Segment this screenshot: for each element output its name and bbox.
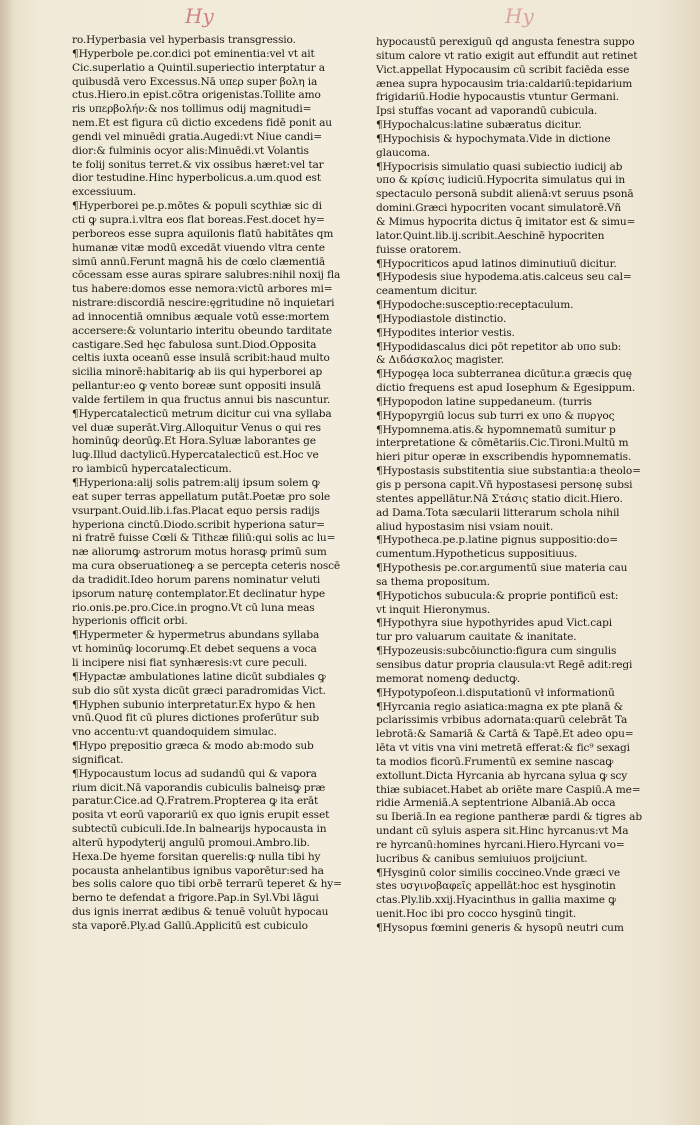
text-line: ma cura obseruationeꝙ a se percepta ceteris noscē (72, 560, 341, 573)
text-line: dior testudine.Hinc hyperbolicus.a.um.quod est (72, 172, 321, 185)
text-line: ridie Armeniā.A septentrione Albaniā.Ab occa (376, 797, 616, 810)
text-line: ænea supra hypocausim tria:caldariū:tepidarium (376, 77, 633, 90)
text-line: significat. (72, 753, 124, 766)
text-line: ¶Hyrcania regio asiatica:magna ex pte planā & (376, 700, 623, 713)
text-line: Vict.appellat Hypocausim cū scribit faciēda esse (376, 63, 630, 76)
text-line: vt hominūꝙ locorumꝙ.Et debet sequens a voca (72, 643, 317, 656)
text-line: lator.Quint.lib.ij.scribit.Aeschinē hypocriten (376, 229, 605, 242)
text-line: aliud hypostasim nisi vsiam nouit. (376, 520, 554, 533)
text-line: undant cū syluis aspera sit.Hinc hyrcanus:vt Ma (376, 825, 629, 838)
text-line: ¶Hypodoche:susceptio:receptaculum. (376, 299, 574, 312)
text-line: memorat nomenꝙ deductꝙ. (376, 672, 521, 685)
text-line: Hexa.De hyeme forsitan querelis:ꝙ nulla tibi hy (72, 850, 321, 863)
text-line: ¶Hypogęa loca subterranea dicūtur.a græcis quę (376, 368, 632, 381)
text-line: ¶Hypodiastole distinctio. (376, 312, 507, 325)
text-line: gendi vel minuēdi gratia.Augedi:vt Niue candi= (72, 130, 323, 143)
text-line: accersere:& voluntario interitu obeundo tarditate (72, 324, 332, 337)
text-line: ¶Hyphen subunio interpretatur.Ex hypo & hen (72, 698, 316, 711)
text-line: ¶Hypodites interior vestis. (376, 326, 515, 339)
text-line: posita vt eorū vaporariū ex quo ignis erupit esset (72, 809, 330, 822)
text-line: hyperiona cinctū.Diodo.scribit hyperiona satur= (72, 518, 325, 531)
text-line: ¶Hyperbole pe.cor.dici pot eminentia:vel vt ait (72, 47, 315, 60)
text-line: ¶Hysopus fœmini generis & hysopū neutri cum (376, 922, 624, 934)
text-line: ro iambicū hypercatalecticum. (72, 463, 232, 476)
text-line: ctus.Hiero.in epist.cōtra origenistas.Tollite amo (72, 89, 321, 102)
text-line: tur pro valuarum cauitate & inanitate. (376, 631, 577, 644)
text-line: & Mimus hypocrita dictus q̄ imitator est & simu= (376, 215, 636, 228)
text-line: simū annū.Ferunt magnā his de cœlo clæmentiā (72, 255, 325, 268)
text-line: vnū.Quod fit cū plures dictiones proferūtur sub (72, 712, 320, 725)
text-line: dictio frequens est apud Iosephum & Egesippum. (376, 382, 636, 395)
text-line: cti ꝙ supra.i.vltra eos flat boreas.Fest.docet hy= (72, 213, 325, 226)
text-line: castigare.Sed hęc fabulosa sunt.Diod.Opposita (72, 338, 317, 351)
text-line: gis p persona capit.Vñ hypostasesi personę subsi (376, 479, 633, 491)
text-line: ¶Hypocaustum locus ad sudandū qui & vapora (72, 767, 317, 780)
text-line: dior:& fulminis ocyor alis:Minuēdi.vt Volantis (72, 144, 309, 157)
text-line: alterū hypodyterij angulū promoui.Ambro.lib. (72, 836, 310, 849)
text-line: frigidariū.Hodie hypocaustis vtuntur Germani. (376, 91, 620, 104)
text-line: ipsorum naturę contemplator.Et declinatur hype (72, 587, 326, 600)
text-line: sicilia minorē:habitariꝙ ab iis qui hyperborei ap (72, 366, 323, 379)
text-line: nem.Et est figura cū dictio excedens fidē ponit au (72, 117, 332, 130)
text-line: Cic.superlatio a Quintil.superiectio interptatur a (72, 61, 325, 74)
text-line: ¶Hypothesis pe.cor.argumentū siue materia cau (376, 562, 628, 575)
text-line: stentes appellātur.Nā Στάσις statio dicit.Hiero. (376, 492, 623, 505)
text-line: berno te defendat a frigore.Pap.in Syl.Vbi lāgui (72, 892, 319, 905)
text-line: tus habere:domos esse nemora:victū arbores mi= (72, 283, 333, 296)
text-line: ¶Hypopyrgiū locus sub turri ex υπο & πυργος (376, 409, 615, 422)
text-line: spectaculo personā subdit alienā:vt seruus psonā (376, 188, 634, 201)
text-line: lēta vt vitis vna vini metretā efferat:& fic⁹ sexagi (376, 742, 630, 755)
text-line: domini.Græci hypocriten vocant simulatorē.Vñ (376, 202, 622, 215)
text-line: sa thema propositum. (376, 575, 490, 588)
text-line: cōcessam esse auras spirare salubres:nihil noxij fla (72, 269, 341, 282)
text-line: ta modios ficorū.Frumentū ex semine nascaꝙ (376, 755, 614, 768)
text-line: ctas.Ply.lib.xxij.Hyacinthus in gallia maxime ꝙ (376, 894, 616, 907)
text-line: pellantur:eo ꝙ vento boreæ sunt oppositi insulā (72, 380, 321, 393)
text-line: ¶Hypozeusis:subcōiunctio:figura cum singulis (376, 645, 617, 658)
text-line: paratur.Cice.ad Q.Fratrem.Propterea ꝙ ita erāt (72, 795, 319, 808)
text-line: hyperionis officit orbi. (72, 615, 188, 628)
text-line: ¶Hypo prępositio græca & modo ab:modo sub (72, 740, 314, 753)
text-line: ¶Hypermeter & hypermetrus abundans syllaba (72, 629, 320, 642)
text-line: pclarissimis vrbibus adornata:quarū celebrāt Ta (376, 714, 628, 727)
text-line: rio.onis.pe.pro.Cice.in progno.Vt cū luna meas (72, 601, 315, 614)
text-line: uenit.Hoc ibi pro cocco hysginū tingit. (376, 908, 577, 921)
text-line: ¶Hypactæ ambulationes latine dicūt subdiales ꝙ (72, 670, 326, 683)
text-line: ¶Hypotheca.pe.p.latine pignus suppositio:do= (376, 534, 618, 547)
text-line: næ aliorumꝙ astrorum motus horasꝙ primū sum (72, 546, 327, 559)
text-line: quibusdā vero Excessus.Nā υπερ super βολη ia (72, 75, 318, 88)
text-line: situm calore vt ratio exigit aut effundit aut retinet (376, 49, 638, 62)
text-line: hominūꝙ deorūꝙ.Et Hora.Syluæ laborantes ge (72, 435, 316, 448)
text-line: ad innocentiā omnibus æquale votū esse:mortem (72, 310, 330, 323)
text-line: bes solis calore quo tibi orbē terrarū teperet & hy= (72, 878, 342, 891)
text-line: celtis iuxta oceanū esse insulā scribit:haud multo (72, 352, 330, 365)
page-edge-shadow (0, 0, 14, 1125)
right-text-column (376, 36, 666, 936)
text-line: ¶Hypothyra siue hypothyrides apud Vict.capi (376, 617, 613, 630)
text-line: ¶Hypochisis & hypochymata.Vide in dictione (376, 132, 611, 145)
text-line: excessiuum. (72, 186, 137, 199)
text-line: hypocaustū perexiguū qd angusta fenestra suppo (376, 36, 635, 48)
text-line: eat super terras appellatum putāt.Poetæ pro sole (72, 490, 331, 503)
text-line: da tradidit.Ideo horum parens nominatur veluti (72, 573, 321, 586)
handwritten-annotation-right: Hy (505, 4, 534, 28)
text-line: vno accentu:vt quandoquidem simulac. (72, 726, 277, 739)
text-line: re hyrcanū:homines hyrcani.Hiero.Hyrcani vo= (376, 838, 625, 851)
text-line: Ipsi stuffas vocant ad vaporandū cubicula. (376, 105, 598, 118)
text-line: ¶Hypomnema.atis.& hypomnematū sumitur p (376, 423, 616, 436)
text-line: dus ignis inerrat ædibus & tenuē voluūt hypocau (72, 906, 329, 919)
text-line: sensibus datur propria clausula:vt Regē adit:regi (376, 658, 633, 671)
text-line: su Iberiā.In ea regione pantheræ pardi & tigres ab (376, 811, 642, 824)
text-line: υπο & κρίσις iudiciū.Hypocrita simulatus qui in (376, 174, 626, 187)
text-line: ¶Hypotichos subucula:& proprie pontificū est: (376, 589, 619, 602)
text-line: lucribus & canibus semiuiuos proijciunt. (376, 852, 588, 865)
text-line: hieri pitur operæ in exscribendis hypomnematis. (376, 451, 632, 464)
text-line: ¶Hyperborei pe.p.mōtes & populi scythiæ sic di (72, 200, 322, 213)
text-line: interpretatione & cōmētariis.Cic.Tironi.Multū m (376, 437, 629, 450)
text-line: cumentum.Hypotheticus suppositiuus. (376, 548, 578, 561)
text-line: lebrotā:& Samariā & Cartā & Tapē.Et adeo opu= (376, 728, 634, 741)
text-line: perboreos esse supra aquilonis flatū habitātes qm (72, 227, 334, 240)
text-line: humanæ vitæ modū excedāt viuendo vltra cente (72, 241, 325, 254)
text-line: ¶Hypodesis siue hypodema.atis.calceus seu cal= (376, 271, 632, 284)
text-line: glaucoma. (376, 146, 430, 159)
text-line: ¶Hypodidascalus dici pōt repetitor ab υπο sub: (376, 340, 622, 353)
text-line: vsurpant.Ouid.lib.i.fas.Placat equo persis radijs (72, 504, 320, 517)
text-line: valde fertilem in qua fructus annui bis nascuntur. (72, 393, 331, 406)
text-line: stes υσγινοβαφεῖς appellāt:hoc est hysginotin (376, 880, 616, 893)
text-line: vt inquit Hieronymus. (376, 603, 491, 616)
text-line: ¶Hypostasis substitentia siue substantia:a theolo= (376, 465, 641, 478)
text-line: luꝙ.Illud dactylicū.Hypercatalecticū est.Hoc ve (72, 449, 319, 462)
text-line: ¶Hyperiona:alij solis patrem:alij ipsum solem ꝙ (72, 477, 320, 489)
text-line: ceamentum dicitur. (376, 285, 478, 298)
text-line: vel duæ superāt.Virg.Alloquitur Venus o qui res (72, 421, 321, 434)
text-line: thiæ subiacet.Habet ab oriēte mare Caspiū.A me= (376, 783, 641, 796)
text-line: nistrare:discordiā nescire:ęgritudine nō inquietari (72, 297, 335, 310)
text-line: ¶Hypotypoſeon.i.disputationū vł informationū (376, 686, 615, 699)
text-line: ¶Hypocriticos apud latinos diminutiuū dicitur. (376, 257, 617, 270)
text-line: rium dicit.Nā vaporandis cubiculis balneisꝙ præ (72, 781, 326, 794)
text-line: sub dio sūt xysta dicūt græci paradromidas Vict. (72, 684, 326, 697)
text-line: & Διδάσκαλος magister. (376, 354, 504, 367)
text-line: ¶Hypocrisis simulatio quasi subiectio iudicij ab (376, 160, 623, 173)
text-line: ris υπερβολήν:& nos tollimus odij magnitudi= (72, 103, 312, 116)
text-line: sta vaporē.Ply.ad Gallū.Applicitū est cubiculo (72, 920, 308, 932)
text-line: pocausta anhelantibus ignibus vaporētur:sed ha (72, 864, 324, 877)
left-text-column (72, 34, 362, 934)
handwritten-annotation-left: Hy (185, 4, 214, 28)
text-line: subtectū cubiculi.Ide.In balnearijs hypocausta in (72, 823, 327, 836)
text-line: te folij sonitus terret.& vix ossibus hæret:vel tar (72, 158, 324, 171)
text-line: li incipere nisi fiat synhæresis:vt cure peculi. (72, 656, 308, 669)
text-line: fuisse oratorem. (376, 243, 462, 256)
text-line: ni fratrē fuisse Cœli & Tithεæ filiū:qui solis ac lu= (72, 532, 336, 545)
text-line: ¶Hysginū color similis coccineo.Vnde græci ve (376, 866, 621, 879)
text-line: ¶Hypercatalecticū metrum dicitur cui vna syllaba (72, 407, 332, 420)
text-line: extollunt.Dicta Hyrcania ab hyrcana sylua ꝙ scy (376, 769, 628, 782)
text-line: ad Dama.Tota sæcularii litterarum schola nihil (376, 506, 620, 519)
text-line: ¶Hypochalcus:latine subæratus dicitur. (376, 119, 582, 132)
text-line: ro.Hyperbasia vel hyperbasis transgressio. (72, 34, 296, 46)
text-line: ¶Hypopodon latine suppedaneum. (turris (376, 395, 592, 408)
